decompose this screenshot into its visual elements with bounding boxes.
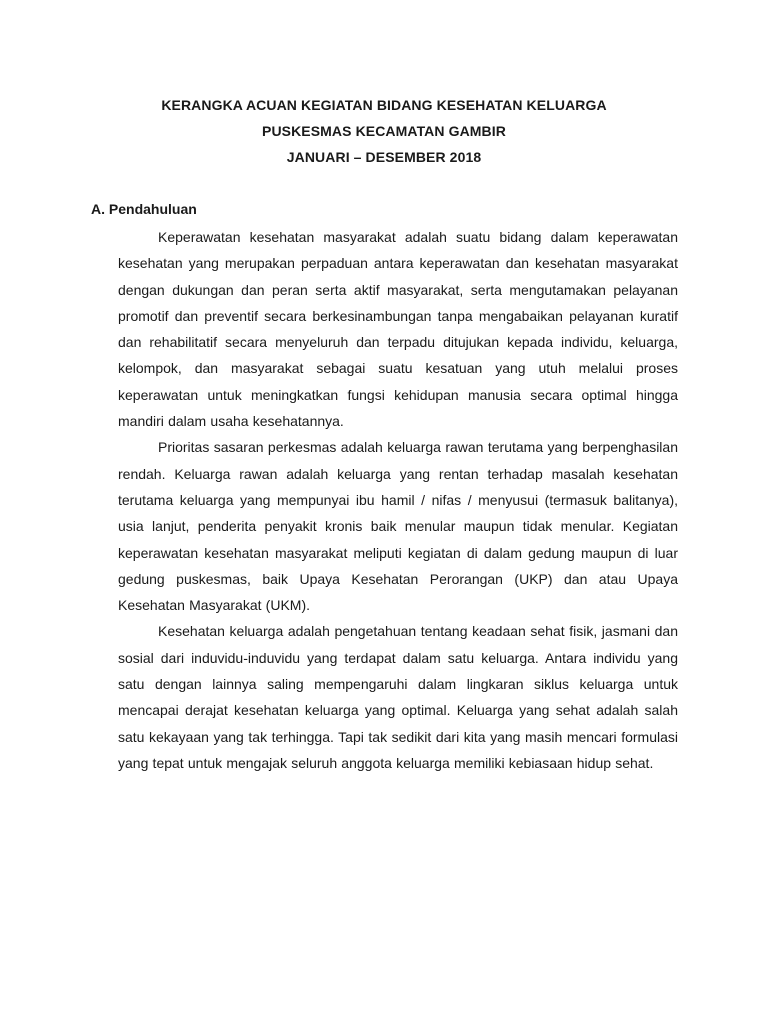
paragraph-1: Keperawatan kesehatan masyarakat adalah suatu bidang dalam keperawatan kesehatan yang merupakan perpaduan antara keperawatan dan kesehatan masyarakat dengan dukungan dan peran serta aktif masyarakat, serta mengutamakan pelayanan promotif dan preventif secara berkesinambungan tanpa mengabaikan pelayanan kuratif dan rehabilitatif secara menyeluruh dan terpadu ditujukan kepada individu, keluarga, kelompok, dan masyarakat sebagai suatu kesatuan yang utuh melalui proses keperawatan untuk meningkatkan fungsi kehidupan manusia secara optimal hingga mandiri dalam usaha kesehatannya.	[118, 229, 678, 430]
paragraph-2: Prioritas sasaran perkesmas adalah keluarga rawan terutama yang berpenghasilan rendah. Keluarga rawan adalah keluarga yang rentan terhadap masalah kesehatan terutama keluarga yang mempunyai ibu hamil / nifas / menyusui (termasuk balitanya), usia lanjut, penderita penyakit kronis baik menular maupun tidak menular. Kegiatan keperawatan kesehatan masyarakat meliputi kegiatan di dalam gedung maupun di luar gedung puskesmas, baik Upaya Kesehatan Perorangan (UKP) dan atau Upaya Kesehatan Masyarakat (UKM).	[118, 439, 678, 614]
title-line-1: KERANGKA ACUAN KEGIATAN BIDANG KESEHATAN KELUARGA	[161, 97, 607, 113]
section-heading: A. Pendahuluan	[91, 201, 197, 217]
body-text	[118, 224, 678, 776]
paragraph-3: Kesehatan keluarga adalah pengetahuan tentang keadaan sehat fisik, jasmani dan sosial dari induvidu-induvidu yang terdapat dalam satu keluarga. Antara individu yang satu dengan lainnya saling mempengaruhi dalam lingkaran siklus keluarga untuk mencapai derajat kesehatan keluarga yang optimal. Keluarga yang sehat adalah salah satu kekayaan yang tak terhingga. Tapi tak sedikit dari kita yang masih mencari formulasi yang tepat untuk mengajak seluruh anggota keluarga memiliki kebiasaan hidup sehat.	[118, 623, 678, 771]
title-line-3: JANUARI – DESEMBER 2018	[286, 149, 482, 165]
title-line-2: PUSKESMAS KECAMATAN GAMBIR	[262, 123, 506, 139]
document-title	[0, 92, 768, 170]
